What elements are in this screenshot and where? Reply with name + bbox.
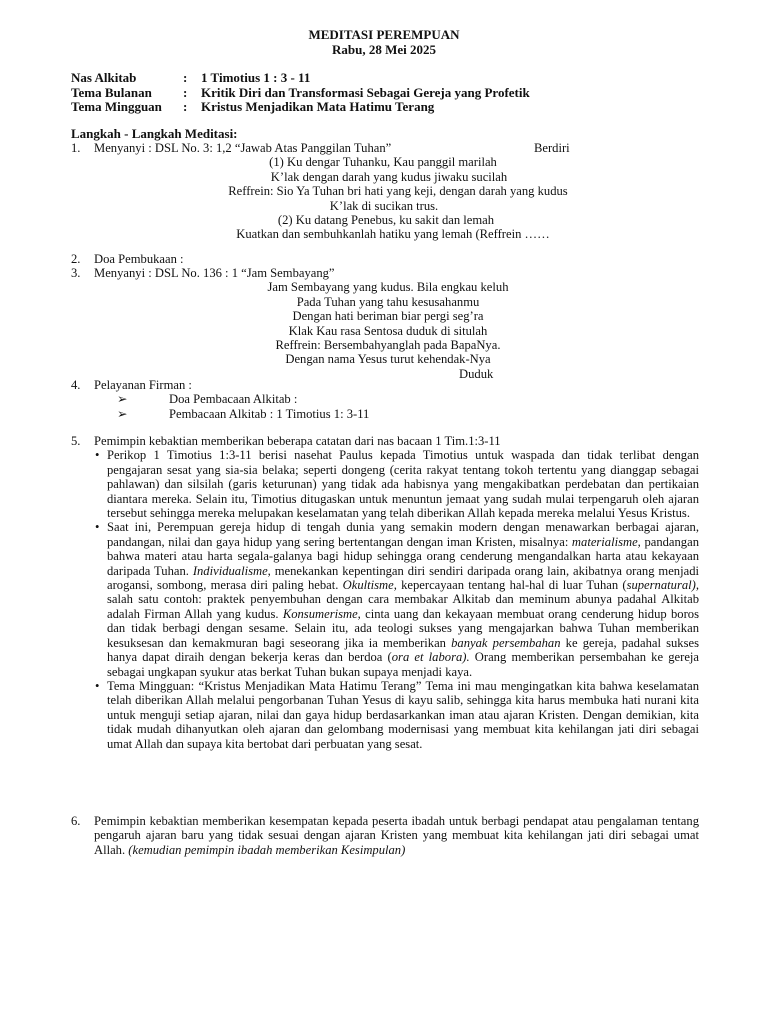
note-text: kepercayaan tentang hal-hal di luar Tuhan (	[396, 578, 627, 593]
list-item	[95, 520, 699, 679]
step-5	[71, 434, 699, 751]
term: banyak persembahan	[451, 635, 561, 650]
meta-row-nas	[71, 71, 530, 86]
song-lyrics	[71, 280, 705, 366]
meta-key: Tema Bulanan	[71, 84, 152, 100]
bullet-icon: •	[95, 448, 100, 463]
step-text: Pelayanan Firman :	[94, 378, 192, 392]
meta-value: 1 Timotius 1 : 3 - 11	[201, 70, 311, 85]
arrow-icon: ➢	[117, 406, 128, 421]
meta-colon: :	[183, 70, 188, 85]
step-text: Menyanyi : DSL No. 3: 1,2 “Jawab Atas Panggilan Tuhan”	[94, 141, 392, 155]
term: materialisme,	[571, 534, 641, 549]
step-1	[71, 141, 699, 242]
note-text: cinta uang dan kekayaan membuat orang cenderung hidup boros dan tidak berbagi dengan sesame. Selain itu, ada teologi sukses yang mengajarkan bahwa Tuhan memberikan kesuksesan dan kemakmuran bagi seseorang jika ia memberikan	[107, 606, 699, 650]
sub-item-text: Pembacaan Alkitab : 1 Timotius 1: 3-11	[169, 406, 370, 421]
step-note: (kemudian pemimpin ibadah memberikan Kesimpulan)	[128, 842, 406, 857]
step-text: Menyanyi : DSL No. 136 : 1 “Jam Sembayang”	[94, 266, 335, 280]
step-2	[71, 252, 699, 266]
lyric-line: Dengan nama Yesus turut kehendak-Nya	[285, 352, 491, 367]
sub-item	[71, 392, 699, 406]
lyric-line: Jam Sembayang yang kudus. Bila engkau keluh	[267, 280, 509, 295]
step-number: 3.	[71, 266, 81, 280]
step-4	[71, 378, 699, 421]
note-text: menekankan kepentingan diri sendiri daripada orang lain, akibatnya orang menjadi arogansi, sombong, merasa diri paling hebat.	[107, 563, 699, 593]
steps-heading: Langkah - Langkah Meditasi:	[71, 126, 238, 141]
note-text: Perikop 1 Timotius 1:3-11 berisi nasehat Paulus kepada Timotius untuk waspada dan tidak terlibat dengan pengajaran sesat yang sia-sia belaka; seperti dongeng (cerita rakyat tentang tokoh tertentu yang dianggap sebagai pahlawan) dan silsilah (garis keturunan) yang tidak ada habisnya yang mengakibatkan perdebatan dan pertikaian diantara mereka. Selain itu, Timotius ditugaskan untuk menuntun jemaat yang sudah mulai terpengaruh oleh ajaran tersebut sehingga mereka melupakan keselamatan yang telah diberikan Allah kepada mereka melalui Yesus Kristus.	[107, 448, 699, 521]
meta-value: Kritik Diri dan Transformasi Sebagai Gereja yang Profetik	[201, 84, 530, 100]
song-lyrics	[69, 155, 697, 241]
sub-item	[71, 407, 699, 421]
note-text: Orang memberikan persembahan ke gereja sebagai ungkapan syukur atas berkat Tuhan bukan supaya menjadi kaya.	[107, 650, 699, 679]
document-title: MEDITASI PEREMPUAN	[308, 27, 460, 42]
lyric-line: (1) Ku dengar Tuhanku, Kau panggil marilah	[269, 155, 497, 170]
sub-item-text: Doa Pembacaan Alkitab :	[169, 392, 298, 407]
note-text: pandangan bahwa materi atau harta segala-galanya bagi hidup sehingga orang cenderung mengandalkan harta atau kekayaan daripada Tuhan.	[107, 534, 699, 578]
step-text: Pemimpin kebaktian memberikan beberapa catatan dari nas bacaan 1 Tim.1:3-11	[94, 434, 501, 448]
meta-colon: :	[183, 84, 188, 100]
lyric-line: Pada Tuhan yang tahu kesusahanmu	[296, 294, 480, 309]
bullet-icon: •	[95, 520, 100, 535]
document-header	[0, 28, 768, 57]
meta-table	[71, 71, 530, 115]
term: supernatural),	[626, 578, 699, 593]
meta-row-tema-bulanan	[71, 86, 530, 101]
note-text: salah satu contoh: praktek penyembuhan dengan cara membakar Alkitab dan meminum abunya padahal Alkitab adalah Firman Allah yang kudus.	[107, 592, 699, 621]
step-number: 5.	[71, 434, 81, 448]
lyric-line: Klak Kau rasa Sentosa duduk di situlah	[288, 323, 488, 338]
step-6	[71, 814, 699, 857]
note-text: Saat ini, Perempuan gereja hidup di tengah dunia yang semakin modern dengan menawarkan berbagai ajaran, pandangan, nilai dan gaya hidup yang sering bertentangan dengan iman Kristen, misalnya:	[107, 520, 699, 549]
lyric-line: Reffrein: Sio Ya Tuhan bri hati yang keji, dengan darah yang kudus	[228, 184, 568, 199]
step-3	[71, 266, 699, 381]
term: Konsumerisme,	[282, 606, 361, 621]
arrow-icon: ➢	[117, 392, 128, 407]
bullet-icon: •	[95, 678, 100, 693]
meta-row-tema-mingguan	[71, 100, 530, 115]
step-text: Pemimpin kebaktian memberikan kesempatan kepada peserta ibadah untuk berbagi pendapat atau pengalaman tentang pengaruh ajaran baru yang tidak sesuai dengan ajaran Kristen yang membuat kita kehilangan jati diri sebagai umat Allah.	[94, 814, 699, 857]
term: ora et labora).	[391, 650, 470, 665]
lyric-line: Kuatkan dan sembuhkanlah hatiku yang lemah (Reffrein ……	[236, 227, 550, 242]
meta-value: Kristus Menjadikan Mata Hatimu Terang	[201, 99, 435, 115]
step-number: 4.	[71, 378, 81, 392]
meta-key: Nas Alkitab	[71, 70, 137, 85]
notes-list	[95, 448, 699, 751]
list-item	[95, 448, 699, 521]
term: Individualisme,	[192, 563, 271, 578]
lyric-line: Dengan hati beriman biar pergi seg’ra	[292, 309, 484, 324]
step-number: 2.	[71, 252, 81, 266]
meta-colon: :	[183, 99, 188, 115]
note-text: Tema Mingguan: “Kristus Menjadikan Mata Hatimu Terang” Tema ini mau mengingatkan kita bahwa keselamatan telah diberikan Allah melalui pengorbanan Tuhan Yesus di kayu salib, sehingga kita harus membuka hati nurani kita untuk menguji setiap ajaran, nilai dan gaya hidup berdasarkankan iman atau ajaran Kristen. Dengan demikian, kita tidak mudah dihanyutkan oleh ajaran dan gelombang modernisasi yang membuat kita kehilangan jati diri sebagai umat Allah dan supaya kita bertobat dari perbuatan yang sesat.	[107, 678, 699, 751]
meta-key: Tema Mingguan	[71, 99, 162, 115]
lyric-line: K’lak dengan darah yang kudus jiwaku sucilah	[270, 169, 508, 184]
list-item	[95, 678, 699, 751]
lyric-line: K’lak di sucikan trus.	[329, 198, 439, 213]
step-text: Doa Pembukaan :	[94, 252, 184, 266]
note-text: ke gereja, padahal sukses hanya dapat diraih dengan bekerja keras dan berdoa (	[107, 635, 699, 665]
posture-label: Berdiri	[534, 141, 570, 155]
step-number: 6.	[71, 814, 81, 828]
lyric-line: Reffrein: Bersembahyanglah pada BapaNya.	[275, 338, 501, 353]
step-number: 1.	[71, 141, 81, 155]
posture-label: Duduk	[459, 366, 494, 381]
lyric-line: (2) Ku datang Penebus, ku sakit dan lemah	[277, 213, 495, 228]
document-date: Rabu, 28 Mei 2025	[332, 41, 436, 57]
term: Okultisme,	[342, 578, 397, 593]
